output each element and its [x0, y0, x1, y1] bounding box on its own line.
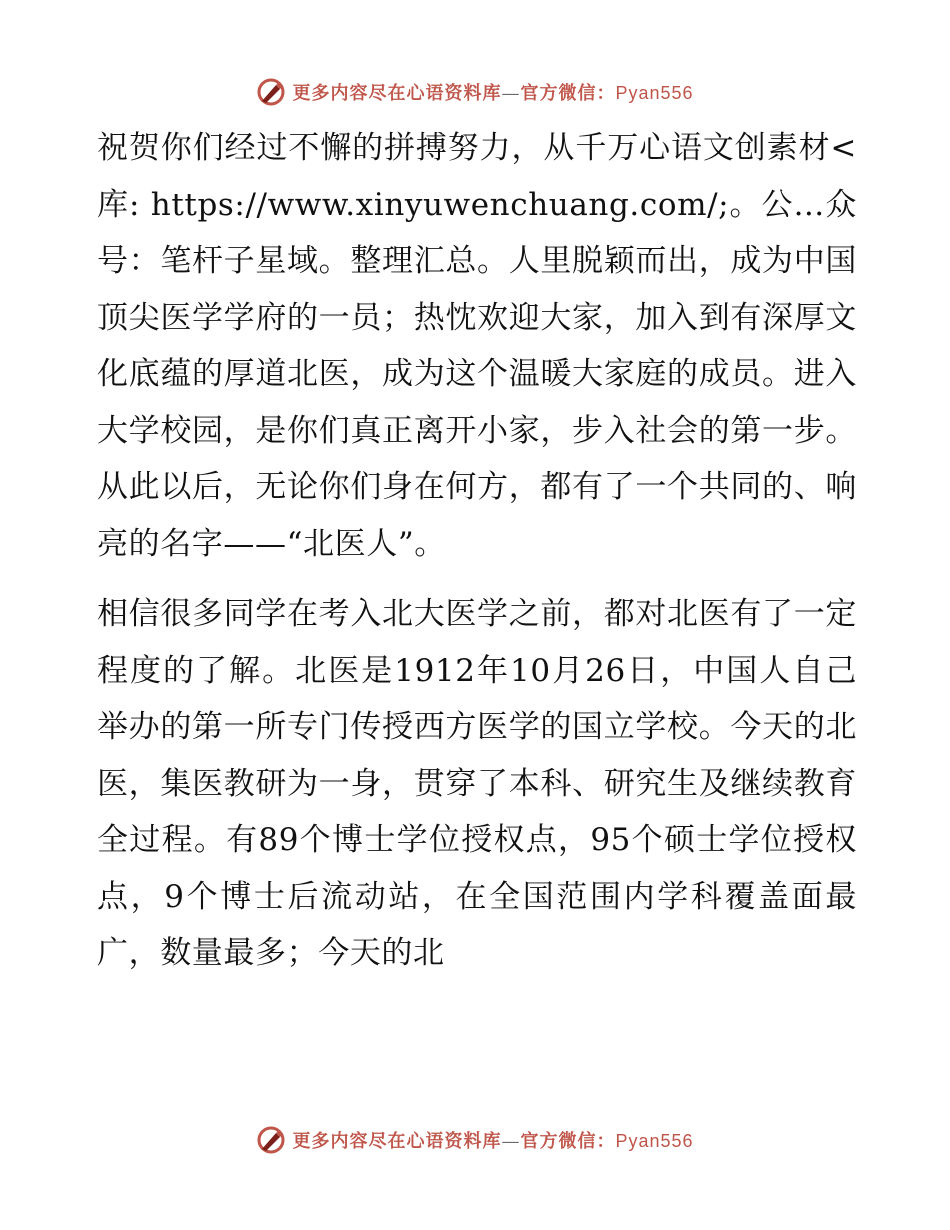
- header-banner-account: Pyan556: [615, 83, 694, 103]
- document-body: [97, 120, 857, 996]
- header-banner-main: 更多内容尽在心语资料库: [292, 83, 502, 104]
- header-banner-dash: —: [501, 83, 521, 104]
- pen-logo-icon: [256, 1125, 286, 1155]
- header-banner-text: [292, 79, 693, 105]
- header-banner-official: 官方微信：: [520, 83, 616, 104]
- footer-banner-inner: [256, 1125, 693, 1155]
- footer-banner-dash: —: [501, 1131, 521, 1152]
- paragraph-1: 祝贺你们经过不懈的拼搏努力，从千万心语文创素材<库: https://www.xinyuwenchuang.com/;。公…众号：笔杆子星域。整理汇总。人里脱颖而出，成为中国顶尖医学学府的一员；热忱欢迎大家，加入到有深厚文化底蕴的厚道北医，成为这个温暖大家庭的成员。进入大学校园，是你们真正离开小家，步入社会的第一步。从此以后，无论你们身在何方，都有了一个共同的、响亮的名字——“北医人”。: [97, 130, 857, 562]
- header-banner: [0, 72, 950, 112]
- footer-banner-text: [292, 1127, 693, 1153]
- footer-banner: [0, 1120, 950, 1160]
- footer-banner-main: 更多内容尽在心语资料库: [292, 1131, 502, 1152]
- footer-banner-account: Pyan556: [615, 1131, 694, 1151]
- footer-banner-official: 官方微信：: [520, 1131, 616, 1152]
- pen-logo-icon: [256, 77, 286, 107]
- paragraph-2: 相信很多同学在考入北大医学之前，都对北医有了一定程度的了解。北医是1912年10月26日，中国人自己举办的第一所专门传授西方医学的国立学校。今天的北医，集医教研为一身，贯穿了本科、研究生及继续教育全过程。有89个博士学位授权点，95个硕士学位授权点，9个博士后流动站，在全国范围内学科覆盖面最广，数量最多；今天的北: [97, 596, 857, 971]
- header-banner-inner: [256, 77, 693, 107]
